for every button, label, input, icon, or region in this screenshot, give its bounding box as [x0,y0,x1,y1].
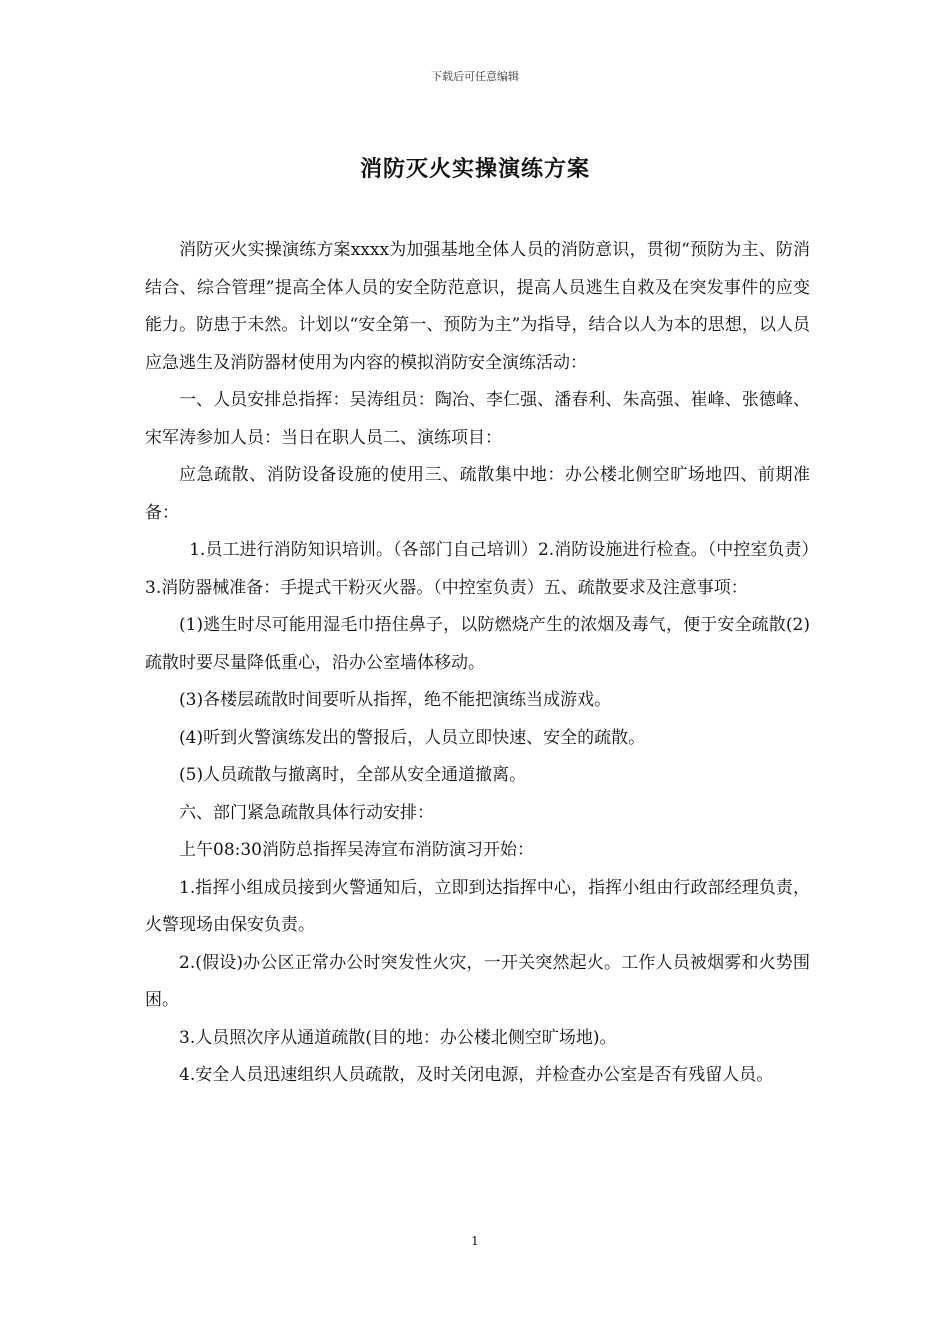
paragraph-start-time: 上午08:30消防总指挥吴涛宣布消防演习开始： [179,840,534,860]
paragraph-step-1: 1.指挥小组成员接到火警通知后，立即到达指挥中心，指挥小组由行政部经理负责，火警现场由保安负责。 [145,877,810,935]
paragraph-step-2: 2.(假设)办公区正常办公时突发性火灾，一开关突然起火。工作人员被烟雾和火势围困。 [145,952,810,1010]
paragraph-preparation: 1.员工进行消防知识培训。（各部门自己培训）2.消防设施进行检查。（中控室负责）3.消防器械准备：手提式干粉灭火器。（中控室负责）五、疏散要求及注意事项： [145,540,810,598]
paragraph-step-3: 3.人员照次序从通道疏散(目的地：办公楼北侧空旷场地)。 [179,1027,617,1048]
document-body [145,232,810,1095]
paragraph-requirement-1: (1)逃生时尽可能用湿毛巾捂住鼻子，以防燃烧产生的浓烟及毒气，便于安全疏散(2)疏散时要尽量降低重心，沿办公室墙体移动。 [145,615,810,673]
paragraph-requirement-3: (3)各楼层疏散时间要听从指挥，绝不能把演练当成游戏。 [179,690,612,710]
header-note: 下载后可任意编辑 [431,70,519,83]
paragraph-intro: 消防灭火实操演练方案xxxx为加强基地全体人员的消防意识，贯彻“预防为主、防消结合、综合管理”提高全体人员的安全防范意识，提高人员逃生自救及在突发事件的应变能力。防患于未然。计划以“安全第一、预防为主”为指导，结合以人为本的思想，以人员应急逃生及消防器材使用为内容的模拟消防安全演练活动： [145,240,810,373]
paragraph-section-6: 六、部门紧急疏散具体行动安排： [179,802,434,823]
page-number: 1 [471,1234,479,1248]
paragraph-drill-items: 应急疏散、消防设备设施的使用三、疏散集中地：办公楼北侧空旷场地四、前期准备： [145,465,810,523]
paragraph-requirement-5: (5)人员疏散与撤离时，全部从安全通道撤离。 [179,765,527,785]
paragraph-step-4: 4.安全人员迅速组织人员疏散，及时关闭电源，并检查办公室是否有残留人员。 [179,1065,774,1085]
document-title: 消防灭火实操演练方案 [359,156,590,182]
paragraph-requirement-4: (4)听到火警演练发出的警报后，人员立即快速、安全的疏散。 [179,727,646,748]
paragraph-personnel: 一、人员安排总指挥：吴涛组员：陶冶、李仁强、潘春利、朱高强、崔峰、张德峰、宋军涛参加人员：当日在职人员二、演练项目： [145,390,810,448]
